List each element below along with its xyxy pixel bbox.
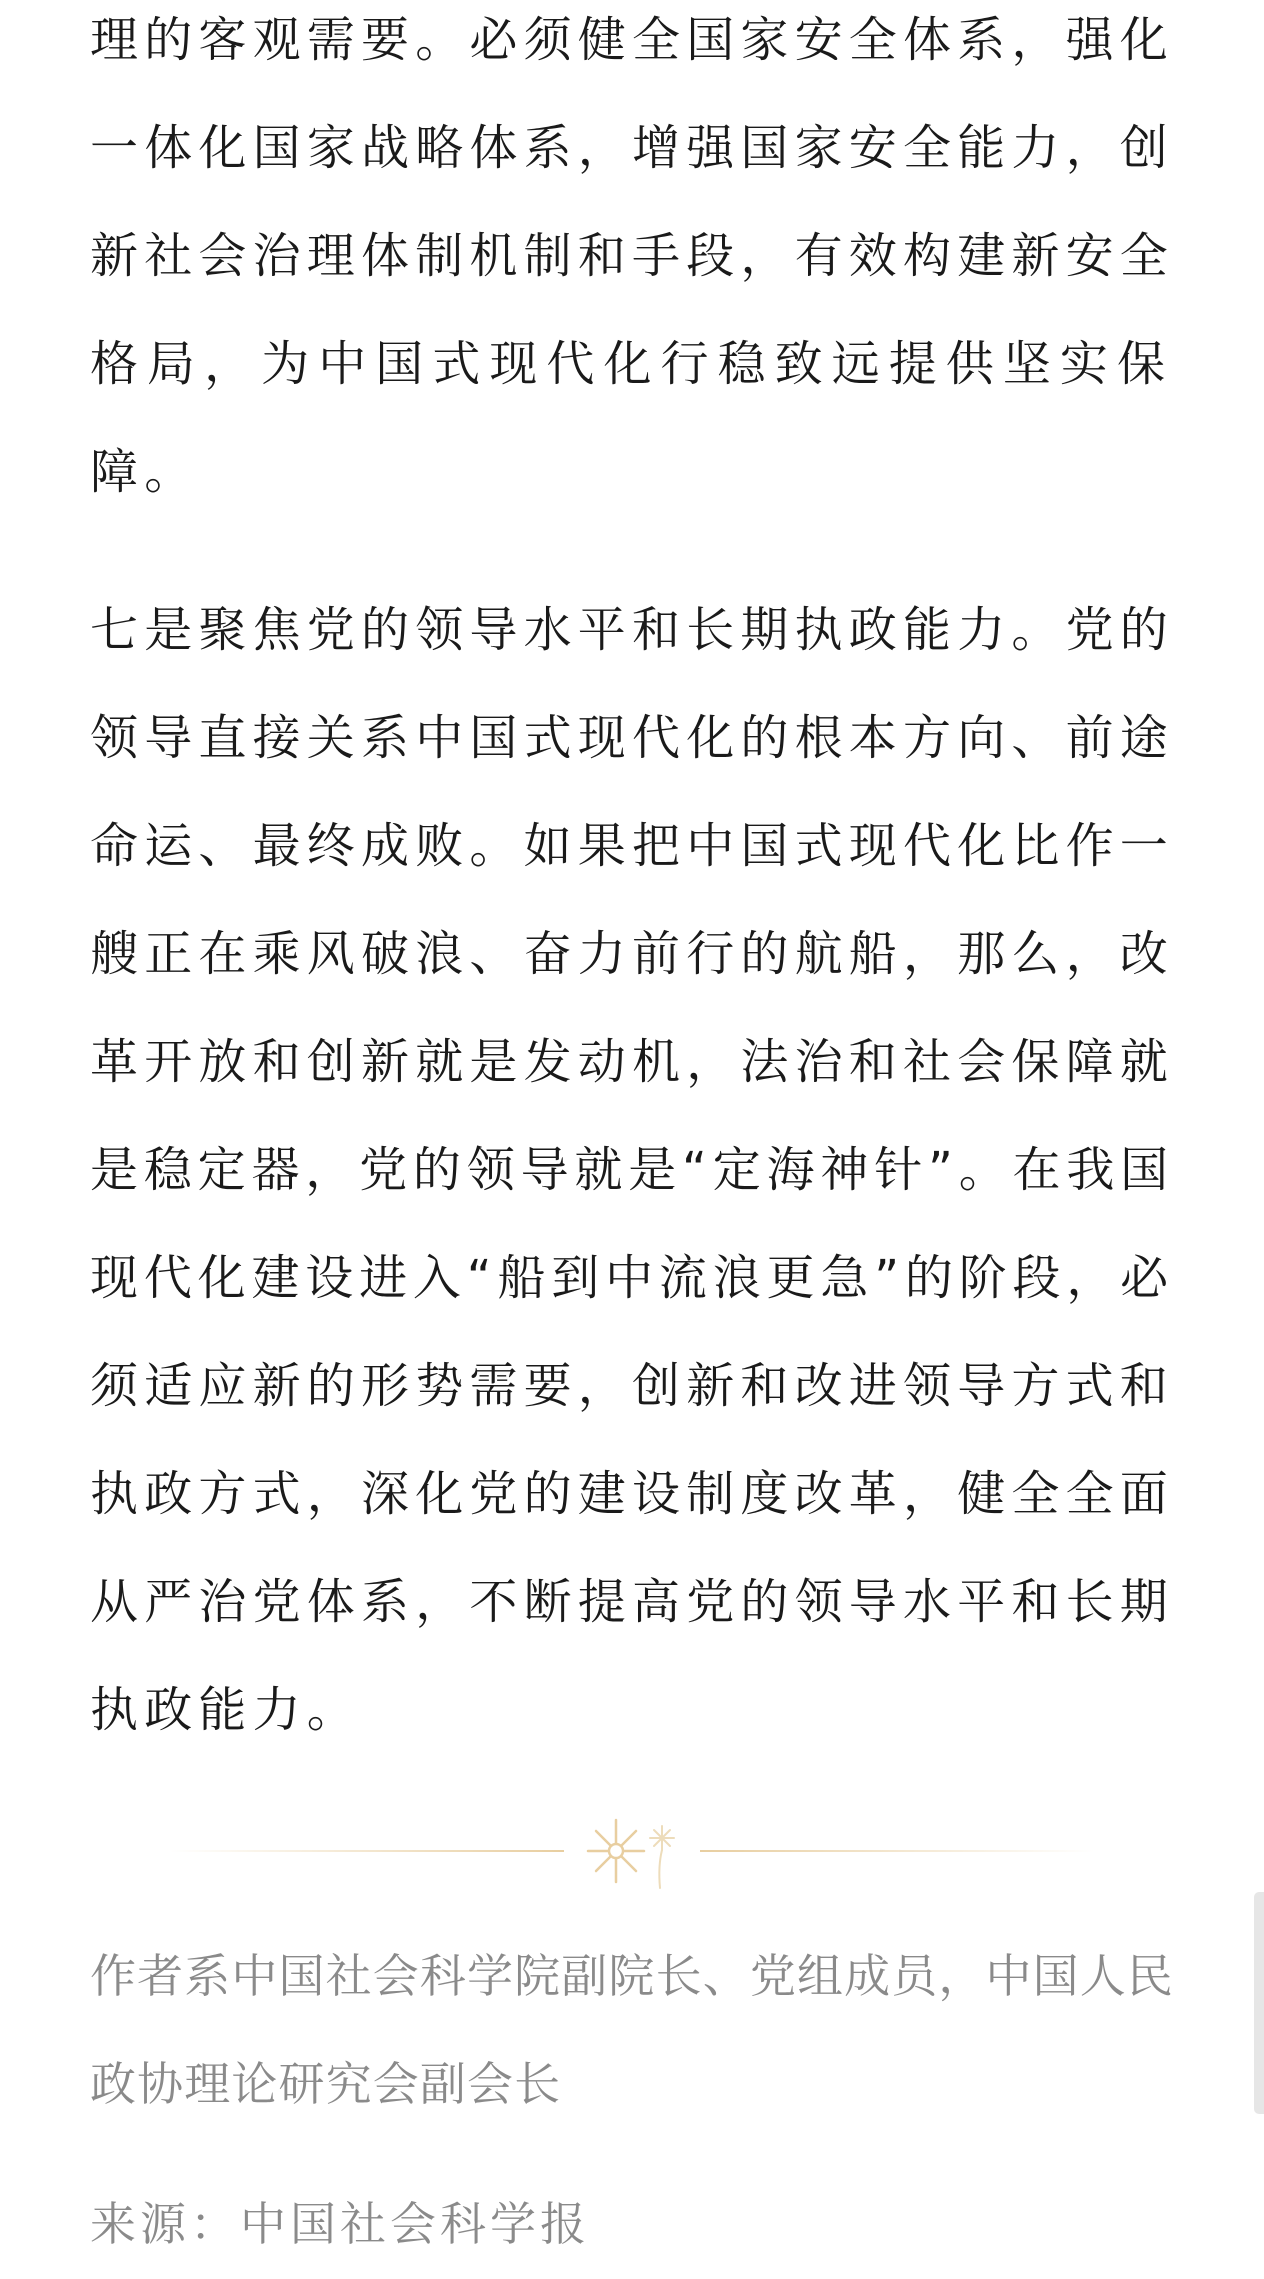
paragraph-line: 革开放和创新就是发动机，法治和社会保障就 <box>90 1034 1175 1090</box>
fireworks-icon <box>580 1806 684 1896</box>
paragraph-line: 理的客观需要。必须健全国家安全体系，强化 <box>90 12 1175 68</box>
paragraph-line: 须适应新的形势需要，创新和改进领导方式和 <box>90 1358 1175 1414</box>
paragraph-line: 艘正在乘风破浪、奋力前行的航船，那么，改 <box>90 926 1175 982</box>
paragraph-national-security <box>90 0 1174 526</box>
source-label: 来源：中国社会科学报 <box>90 2197 590 2251</box>
author-info <box>90 1922 1174 2138</box>
paragraph-line: 现代化建设进入“船到中流浪更急”的阶段，必 <box>90 1250 1174 1306</box>
paragraph-line: 障。 <box>90 444 199 500</box>
scrollbar[interactable] <box>1254 1892 1264 2114</box>
paragraph-party-leadership <box>90 576 1174 1764</box>
paragraph-line: 执政能力。 <box>90 1682 362 1738</box>
author-line: 作者系中国社会科学院副院长、党组成员，中国人民 <box>90 1949 1174 2003</box>
paragraph-line: 格局，为中国式现代化行稳致远提供坚实保 <box>90 336 1175 392</box>
paragraph-line: 执政方式，深化党的建设制度改革，健全全面 <box>90 1466 1175 1522</box>
section-divider <box>170 1806 1094 1896</box>
paragraph-line: 从严治党体系，不断提高党的领导水平和长期 <box>90 1574 1175 1630</box>
paragraph-line: 是稳定器，党的领导就是“定海神针”。在我国 <box>90 1142 1174 1198</box>
paragraph-line: 新社会治理体制机制和手段，有效构建新安全 <box>90 228 1175 284</box>
paragraph-line: 一体化国家战略体系，增强国家安全能力，创 <box>90 120 1175 176</box>
paragraph-line: 领导直接关系中国式现代化的根本方向、前途 <box>90 710 1175 766</box>
paragraph-line: 七是聚焦党的领导水平和长期执政能力。党的 <box>90 602 1175 658</box>
author-line: 政协理论研究会副会长 <box>90 2057 562 2111</box>
divider-line-right <box>700 1850 1094 1852</box>
paragraph-line: 命运、最终成败。如果把中国式现代化比作一 <box>90 818 1175 874</box>
divider-line-left <box>170 1850 564 1852</box>
